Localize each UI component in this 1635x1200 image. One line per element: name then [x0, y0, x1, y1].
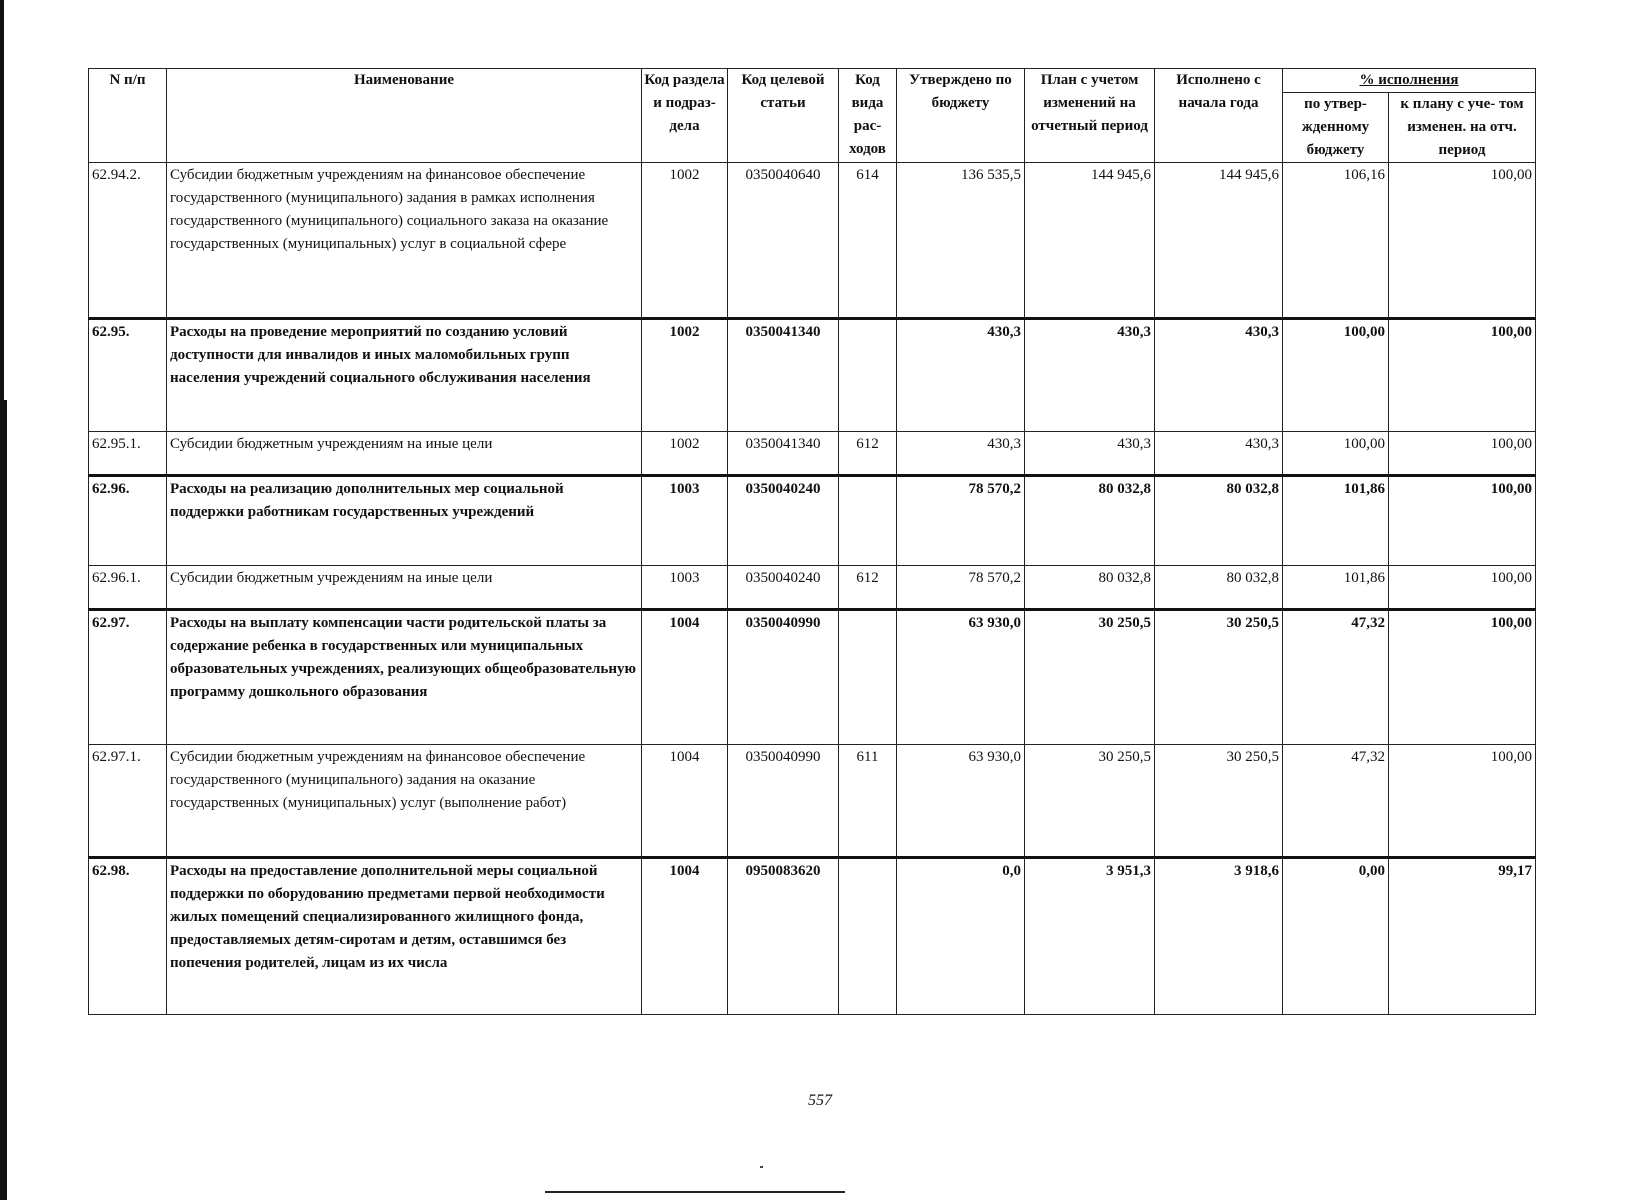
- cell-section: 1004: [642, 745, 728, 858]
- cell-section: 1003: [642, 476, 728, 566]
- cell-expense: 611: [839, 745, 897, 858]
- scan-edge-lower: [0, 400, 7, 1200]
- cell-expense: 612: [839, 432, 897, 476]
- cell-section: 1004: [642, 858, 728, 1015]
- cell-num: 62.95.1.: [89, 432, 167, 476]
- cell-target: 0350040990: [728, 610, 839, 745]
- cell-name: Субсидии бюджетным учреждениям на иные цели: [167, 566, 642, 610]
- cell-pct-plan: 100,00: [1389, 610, 1536, 745]
- table-row: [89, 432, 1536, 476]
- cell-executed: 430,3: [1155, 432, 1283, 476]
- cell-target: 0350040640: [728, 163, 839, 319]
- cell-pct-plan: 100,00: [1389, 476, 1536, 566]
- cell-plan: 3 951,3: [1025, 858, 1155, 1015]
- table-row: [89, 858, 1536, 1015]
- cell-pct-approved: 0,00: [1283, 858, 1389, 1015]
- cell-plan: 144 945,6: [1025, 163, 1155, 319]
- cell-expense: [839, 476, 897, 566]
- cell-pct-plan: 100,00: [1389, 163, 1536, 319]
- cell-pct-plan: 100,00: [1389, 745, 1536, 858]
- cell-expense: [839, 319, 897, 432]
- table-row: [89, 476, 1536, 566]
- cell-name: Расходы на предоставление дополнительной меры социальной поддержки по оборудованию предметами первой необходимости жилых помещений специализированного жилищного фонда, предоставляемых детям-сиротам и детям, оставшимся без попечения родителей, лицам из их числа: [167, 858, 642, 1015]
- cell-num: 62.97.1.: [89, 745, 167, 858]
- table-row: [89, 319, 1536, 432]
- cell-executed: 144 945,6: [1155, 163, 1283, 319]
- cell-pct-plan: 99,17: [1389, 858, 1536, 1015]
- cell-pct-plan: 100,00: [1389, 319, 1536, 432]
- cell-expense: 614: [839, 163, 897, 319]
- cell-num: 62.98.: [89, 858, 167, 1015]
- table-row: [89, 745, 1536, 858]
- header-num: N п/п: [89, 69, 167, 163]
- cell-pct-plan: 100,00: [1389, 432, 1536, 476]
- cell-plan: 430,3: [1025, 432, 1155, 476]
- table-row: [89, 610, 1536, 745]
- scan-speck: [760, 1166, 763, 1168]
- cell-executed: 80 032,8: [1155, 476, 1283, 566]
- header-expense-code: Код вида рас- ходов: [839, 69, 897, 163]
- cell-target: 0350040240: [728, 476, 839, 566]
- header-plan: План с учетом изменений на отчетный период: [1025, 69, 1155, 163]
- cell-plan: 80 032,8: [1025, 476, 1155, 566]
- cell-name: Субсидии бюджетным учреждениям на финансовое обеспечение государственного (муниципального) задания на оказание государственных (муниципальных) услуг (выполнение работ): [167, 745, 642, 858]
- header-pct-plan: к плану с уче- том изменен. на отч. период: [1389, 93, 1536, 163]
- cell-section: 1002: [642, 163, 728, 319]
- cell-approved: 0,0: [897, 858, 1025, 1015]
- cell-num: 62.96.1.: [89, 566, 167, 610]
- cell-plan: 80 032,8: [1025, 566, 1155, 610]
- cell-pct-approved: 100,00: [1283, 432, 1389, 476]
- header-section-code: Код раздела и подраз- дела: [642, 69, 728, 163]
- cell-approved: 430,3: [897, 432, 1025, 476]
- cell-expense: 612: [839, 566, 897, 610]
- cell-name: Расходы на выплату компенсации части родительской платы за содержание ребенка в государственных или муниципальных образовательных учреждениях, реализующих общеобразовательную программу дошкольного образования: [167, 610, 642, 745]
- cell-approved: 78 570,2: [897, 476, 1025, 566]
- cell-num: 62.96.: [89, 476, 167, 566]
- cell-section: 1002: [642, 432, 728, 476]
- cell-target: 0950083620: [728, 858, 839, 1015]
- page-number: 557: [808, 1092, 832, 1109]
- cell-name: Расходы на реализацию дополнительных мер социальной поддержки работникам государственных учреждений: [167, 476, 642, 566]
- cell-expense: [839, 610, 897, 745]
- cell-executed: 3 918,6: [1155, 858, 1283, 1015]
- cell-num: 62.95.: [89, 319, 167, 432]
- cell-pct-approved: 100,00: [1283, 319, 1389, 432]
- cell-name: Расходы на проведение мероприятий по созданию условий доступности для инвалидов и иных маломобильных групп населения учреждений социального обслуживания населения: [167, 319, 642, 432]
- cell-target: 0350040240: [728, 566, 839, 610]
- cell-approved: 63 930,0: [897, 610, 1025, 745]
- cell-executed: 430,3: [1155, 319, 1283, 432]
- cell-pct-approved: 101,86: [1283, 476, 1389, 566]
- bottom-rule: [545, 1191, 845, 1193]
- cell-num: 62.97.: [89, 610, 167, 745]
- cell-approved: 136 535,5: [897, 163, 1025, 319]
- table-row: [89, 566, 1536, 610]
- cell-approved: 63 930,0: [897, 745, 1025, 858]
- budget-execution-table: [88, 68, 1536, 1015]
- header-pct-approved: по утвер- жденному бюджету: [1283, 93, 1389, 163]
- cell-section: 1003: [642, 566, 728, 610]
- cell-approved: 78 570,2: [897, 566, 1025, 610]
- cell-pct-approved: 106,16: [1283, 163, 1389, 319]
- cell-pct-approved: 47,32: [1283, 745, 1389, 858]
- cell-num: 62.94.2.: [89, 163, 167, 319]
- cell-target: 0350040990: [728, 745, 839, 858]
- table-row: [89, 163, 1536, 319]
- cell-target: 0350041340: [728, 432, 839, 476]
- cell-executed: 80 032,8: [1155, 566, 1283, 610]
- cell-plan: 30 250,5: [1025, 610, 1155, 745]
- cell-name: Субсидии бюджетным учреждениям на финансовое обеспечение государственного (муниципального) задания в рамках исполнения государственного (муниципального) социального заказа на оказание государственных (муниципальных) услуг в социальной сфере: [167, 163, 642, 319]
- cell-pct-approved: 47,32: [1283, 610, 1389, 745]
- cell-section: 1004: [642, 610, 728, 745]
- header-target-code: Код целевой статьи: [728, 69, 839, 163]
- header-pct-group: % исполнения: [1283, 69, 1536, 93]
- cell-plan: 30 250,5: [1025, 745, 1155, 858]
- cell-pct-plan: 100,00: [1389, 566, 1536, 610]
- cell-section: 1002: [642, 319, 728, 432]
- header-name: Наименование: [167, 69, 642, 163]
- cell-approved: 430,3: [897, 319, 1025, 432]
- cell-target: 0350041340: [728, 319, 839, 432]
- cell-name: Субсидии бюджетным учреждениям на иные цели: [167, 432, 642, 476]
- cell-executed: 30 250,5: [1155, 610, 1283, 745]
- header-executed: Исполнено с начала года: [1155, 69, 1283, 163]
- cell-executed: 30 250,5: [1155, 745, 1283, 858]
- header-row-1: [89, 69, 1536, 93]
- cell-plan: 430,3: [1025, 319, 1155, 432]
- cell-expense: [839, 858, 897, 1015]
- header-approved: Утверждено по бюджету: [897, 69, 1025, 163]
- cell-pct-approved: 101,86: [1283, 566, 1389, 610]
